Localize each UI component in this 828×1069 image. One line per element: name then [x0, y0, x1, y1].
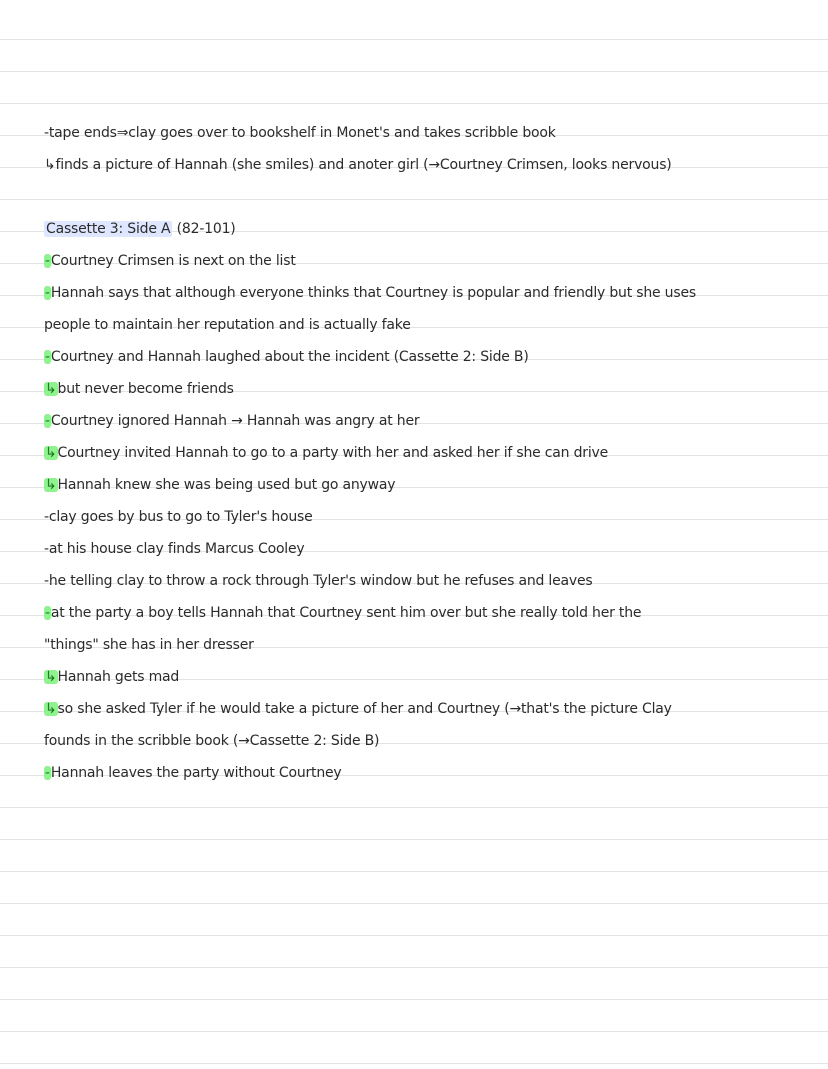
note-text: Hannah gets mad: [57, 669, 180, 685]
note-line: [44, 277, 824, 309]
note-text: but never become friends: [57, 381, 234, 397]
arrow-subpoint-icon: ↳: [45, 701, 57, 717]
bullet-dash-icon: -: [45, 285, 50, 301]
note-line: [44, 725, 824, 757]
arrow-subpoint-icon: ↳: [45, 445, 57, 461]
note-text: at his house clay finds Marcus Cooley: [48, 541, 305, 557]
notes-list: [44, 117, 824, 789]
note-line: [44, 373, 824, 405]
note-line: [44, 629, 824, 661]
note-text: tape ends⇒clay goes over to bookshelf in Monet's and takes scribble book: [48, 125, 556, 141]
arrow-subpoint-icon: ↳: [45, 477, 57, 493]
note-line: [44, 341, 824, 373]
bullet-dash-icon: -: [45, 253, 50, 269]
note-line: [44, 117, 824, 149]
note-text: Courtney invited Hannah to go to a party with her and asked her if she can drive: [57, 445, 609, 461]
note-line: [44, 533, 824, 565]
arrow-subpoint-icon: ↳: [45, 669, 57, 685]
note-text: Courtney and Hannah laughed about the incident (Cassette 2: Side B): [50, 349, 529, 365]
bullet-dash-icon: -: [45, 765, 50, 781]
section-heading-text: Cassette 3: Side A: [46, 221, 171, 237]
page-range: (82-101): [176, 221, 236, 237]
note-line: [44, 757, 824, 789]
bullet-dash-icon: -: [44, 573, 49, 589]
note-text: "things" she has in her dresser: [44, 637, 254, 653]
note-text: people to maintain her reputation and is actually fake: [44, 317, 411, 333]
section-heading: [44, 213, 824, 245]
note-text: Courtney ignored Hannah → Hannah was angry at her: [50, 413, 420, 429]
note-text: clay goes by bus to go to Tyler's house: [48, 509, 313, 525]
note-line: [44, 661, 824, 693]
note-line: [44, 405, 824, 437]
bullet-dash-icon: -: [44, 509, 49, 525]
bullet-dash-icon: -: [45, 349, 50, 365]
note-text: finds a picture of Hannah (she smiles) and anoter girl (→Courtney Crimsen, looks nervous): [55, 157, 672, 173]
note-line: [44, 565, 824, 597]
note-text: Courtney Crimsen is next on the list: [50, 253, 296, 269]
note-line: [44, 149, 824, 181]
note-line: [44, 245, 824, 277]
note-text: Hannah says that although everyone thinks that Courtney is popular and friendly but she uses: [50, 285, 696, 301]
note-line: [44, 181, 824, 213]
note-text: so she asked Tyler if he would take a picture of her and Courtney (→that's the picture Clay: [57, 701, 672, 717]
note-line: [44, 501, 824, 533]
bullet-dash-icon: -: [45, 605, 50, 621]
note-text: Hannah leaves the party without Courtney: [50, 765, 342, 781]
note-line: [44, 597, 824, 629]
bullet-dash-icon: -: [44, 541, 49, 557]
note-line: [44, 469, 824, 501]
bullet-dash-icon: -: [45, 413, 50, 429]
note-text: Hannah knew she was being used but go anyway: [57, 477, 396, 493]
note-text: founds in the scribble book (→Cassette 2: Side B): [44, 733, 380, 749]
arrow-subpoint-icon: ↳: [45, 381, 57, 397]
note-text: at the party a boy tells Hannah that Courtney sent him over but she really told her the: [50, 605, 642, 621]
note-line: [44, 693, 824, 725]
note-line: [44, 309, 824, 341]
note-text: he telling clay to throw a rock through Tyler's window but he refuses and leaves: [48, 573, 593, 589]
note-line: [44, 437, 824, 469]
bullet-dash-icon: -: [44, 125, 49, 141]
arrow-subpoint-icon: ↳: [44, 157, 56, 173]
